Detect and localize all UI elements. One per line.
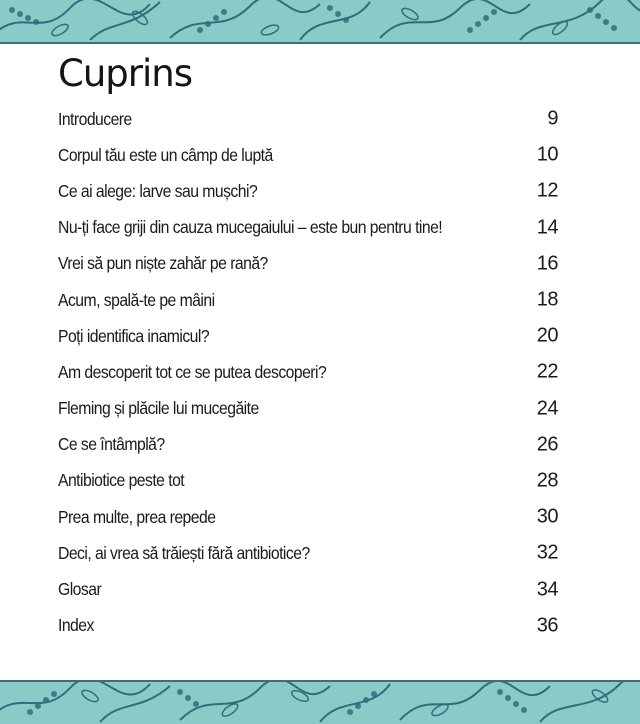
toc-entry-page-number: 36: [536, 614, 558, 637]
toc-entry-page-number: 14: [536, 216, 558, 239]
bacteria-pattern-top: [0, 0, 640, 42]
toc-entry-page-number: 22: [536, 360, 558, 383]
toc-entry: [58, 173, 558, 209]
toc-entry-page-number: 12: [536, 179, 558, 202]
toc-entry: [58, 354, 558, 390]
toc-entry-title: Glosar: [58, 579, 102, 600]
toc-entry-page-number: 10: [536, 143, 558, 166]
toc-entry-page-number: 28: [536, 469, 558, 492]
toc-entry: [58, 246, 558, 282]
page-title: Cuprins: [58, 52, 192, 95]
toc-entry: [58, 391, 558, 427]
toc-entry: [58, 427, 558, 463]
toc-entry-page-number: 9: [547, 107, 558, 130]
toc-entry-page-number: 26: [536, 433, 558, 456]
toc-entry-page-number: 18: [536, 288, 558, 311]
toc-entry-title: Nu-ți face griji din cauza mucegaiului – este bun pentru tine!: [58, 217, 443, 238]
toc-entry-title: Ce ai alege: larve sau mușchi?: [58, 180, 258, 201]
toc-entry-page-number: 30: [536, 505, 558, 528]
toc-entry-page-number: 24: [536, 397, 558, 420]
toc-entry: [58, 463, 558, 499]
toc-entry: [58, 210, 558, 246]
toc-entry: [58, 535, 558, 571]
toc-entry: [58, 499, 558, 535]
toc-entry-title: Index: [58, 615, 94, 636]
toc-entry-title: Fleming și plăcile lui mucegăite: [58, 398, 259, 419]
toc-entry-page-number: 16: [536, 252, 558, 275]
toc-entry-title: Corpul tău este un câmp de luptă: [58, 144, 273, 165]
toc-entry-title: Deci, ai vrea să trăiești fără antibiotice?: [58, 542, 310, 563]
toc-entry: [58, 101, 558, 137]
toc-entry-title: Ce se întâmplă?: [58, 434, 165, 455]
toc-entry-title: Poți identifica inamicul?: [58, 325, 210, 346]
bacteria-pattern-bottom: [0, 682, 640, 724]
decorative-band-top: [0, 0, 640, 44]
toc-entry: [58, 571, 558, 607]
toc-entry-title: Am descoperit tot ce se putea descoperi?: [58, 361, 327, 382]
toc-entry: [58, 282, 558, 318]
toc-entry-title: Prea multe, prea repede: [58, 506, 216, 527]
toc-entry: [58, 137, 558, 173]
toc-entry-title: Vrei să pun niște zahăr pe rană?: [58, 253, 268, 274]
toc-entry-title: Introducere: [58, 108, 132, 129]
toc-entry: [58, 608, 558, 644]
toc-entry-page-number: 20: [536, 324, 558, 347]
table-of-contents: [58, 101, 558, 644]
toc-entry: [58, 318, 558, 354]
decorative-band-bottom: [0, 680, 640, 724]
toc-entry-title: Acum, spală-te pe mâini: [58, 289, 215, 310]
toc-entry-title: Antibiotice peste tot: [58, 470, 185, 491]
toc-entry-page-number: 32: [536, 541, 558, 564]
toc-entry-page-number: 34: [536, 578, 558, 601]
